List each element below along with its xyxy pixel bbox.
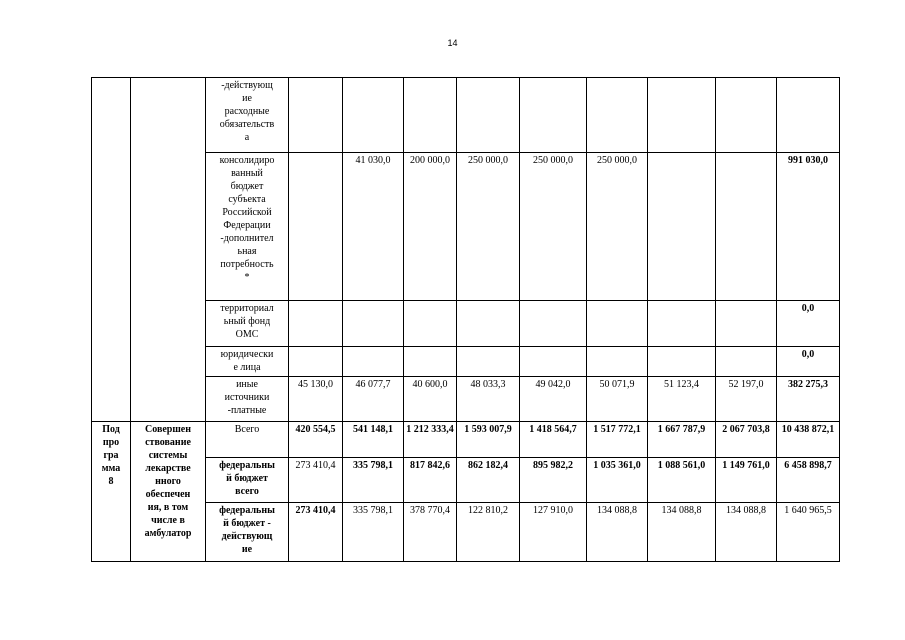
total-cell: 1 640 965,5 bbox=[777, 503, 840, 562]
value-cell bbox=[716, 78, 777, 153]
total-cell bbox=[777, 78, 840, 153]
value-cell: 46 077,7 bbox=[343, 377, 404, 422]
value-cell: 335 798,1 bbox=[343, 458, 404, 503]
value-cell bbox=[289, 78, 343, 153]
value-cell bbox=[587, 78, 648, 153]
value-cell: 49 042,0 bbox=[520, 377, 587, 422]
value-cell: 48 033,3 bbox=[457, 377, 520, 422]
value-cell: 134 088,8 bbox=[716, 503, 777, 562]
value-cell: 200 000,0 bbox=[404, 153, 457, 301]
value-cell bbox=[716, 153, 777, 301]
subprogram-label-cell: Под про гра мма 8 bbox=[92, 422, 131, 562]
total-cell: 991 030,0 bbox=[777, 153, 840, 301]
value-cell: 2 067 703,8 bbox=[716, 422, 777, 458]
value-cell: 40 600,0 bbox=[404, 377, 457, 422]
value-cell: 862 182,4 bbox=[457, 458, 520, 503]
value-cell: 250 000,0 bbox=[587, 153, 648, 301]
value-cell: 1 035 361,0 bbox=[587, 458, 648, 503]
value-cell: 1 212 333,4 bbox=[404, 422, 457, 458]
empty-subprogram-cell bbox=[92, 78, 131, 422]
empty-name-cell bbox=[131, 78, 206, 422]
subprogram-name-cell: Совершен ствование системы лекарстве нного обеспечен ия, в том числе в амбулатор bbox=[131, 422, 206, 562]
value-cell bbox=[289, 347, 343, 377]
value-cell: 335 798,1 bbox=[343, 503, 404, 562]
value-cell bbox=[520, 78, 587, 153]
value-cell bbox=[587, 301, 648, 347]
value-cell: 273 410,4 bbox=[289, 503, 343, 562]
value-cell bbox=[343, 301, 404, 347]
value-cell: 1 593 007,9 bbox=[457, 422, 520, 458]
page-number: 14 bbox=[447, 38, 458, 48]
value-cell bbox=[404, 78, 457, 153]
total-cell: 0,0 bbox=[777, 347, 840, 377]
funding-source-cell: иные источники -платные bbox=[206, 377, 289, 422]
value-cell: 541 148,1 bbox=[343, 422, 404, 458]
value-cell bbox=[648, 78, 716, 153]
value-cell bbox=[289, 153, 343, 301]
budget-table bbox=[91, 77, 840, 562]
table-row bbox=[92, 78, 840, 153]
value-cell bbox=[520, 347, 587, 377]
value-cell bbox=[520, 301, 587, 347]
value-cell: 51 123,4 bbox=[648, 377, 716, 422]
value-cell: 1 517 772,1 bbox=[587, 422, 648, 458]
value-cell bbox=[716, 347, 777, 377]
value-cell: 250 000,0 bbox=[457, 153, 520, 301]
value-cell: 895 982,2 bbox=[520, 458, 587, 503]
value-cell bbox=[404, 347, 457, 377]
value-cell: 250 000,0 bbox=[520, 153, 587, 301]
value-cell: 378 770,4 bbox=[404, 503, 457, 562]
value-cell: 1 667 787,9 bbox=[648, 422, 716, 458]
funding-source-cell: федеральны й бюджет - действующ ие bbox=[206, 503, 289, 562]
value-cell bbox=[648, 301, 716, 347]
value-cell: 50 071,9 bbox=[587, 377, 648, 422]
funding-source-cell: -действующ ие расходные обязательств а bbox=[206, 78, 289, 153]
funding-source-cell: консолидиро ванный бюджет субъекта Российской Федерации -дополнител ьная потребность * bbox=[206, 153, 289, 301]
value-cell: 52 197,0 bbox=[716, 377, 777, 422]
value-cell: 1 149 761,0 bbox=[716, 458, 777, 503]
value-cell bbox=[289, 301, 343, 347]
value-cell bbox=[343, 347, 404, 377]
value-cell: 127 910,0 bbox=[520, 503, 587, 562]
value-cell: 41 030,0 bbox=[343, 153, 404, 301]
total-cell: 382 275,3 bbox=[777, 377, 840, 422]
value-cell: 273 410,4 bbox=[289, 458, 343, 503]
value-cell bbox=[457, 301, 520, 347]
total-cell: 6 458 898,7 bbox=[777, 458, 840, 503]
value-cell: 134 088,8 bbox=[648, 503, 716, 562]
value-cell: 45 130,0 bbox=[289, 377, 343, 422]
value-cell: 134 088,8 bbox=[587, 503, 648, 562]
funding-source-cell: Всего bbox=[206, 422, 289, 458]
total-cell: 0,0 bbox=[777, 301, 840, 347]
value-cell bbox=[716, 301, 777, 347]
funding-source-cell: территориал ьный фонд ОМС bbox=[206, 301, 289, 347]
value-cell bbox=[457, 347, 520, 377]
funding-source-cell: федеральны й бюджет всего bbox=[206, 458, 289, 503]
value-cell: 420 554,5 bbox=[289, 422, 343, 458]
value-cell: 817 842,6 bbox=[404, 458, 457, 503]
value-cell bbox=[343, 78, 404, 153]
value-cell: 122 810,2 bbox=[457, 503, 520, 562]
table-row bbox=[92, 422, 840, 458]
value-cell bbox=[648, 153, 716, 301]
funding-source-cell: юридически е лица bbox=[206, 347, 289, 377]
total-cell: 10 438 872,1 bbox=[777, 422, 840, 458]
value-cell: 1 088 561,0 bbox=[648, 458, 716, 503]
value-cell bbox=[457, 78, 520, 153]
value-cell bbox=[404, 301, 457, 347]
value-cell bbox=[648, 347, 716, 377]
value-cell: 1 418 564,7 bbox=[520, 422, 587, 458]
value-cell bbox=[587, 347, 648, 377]
